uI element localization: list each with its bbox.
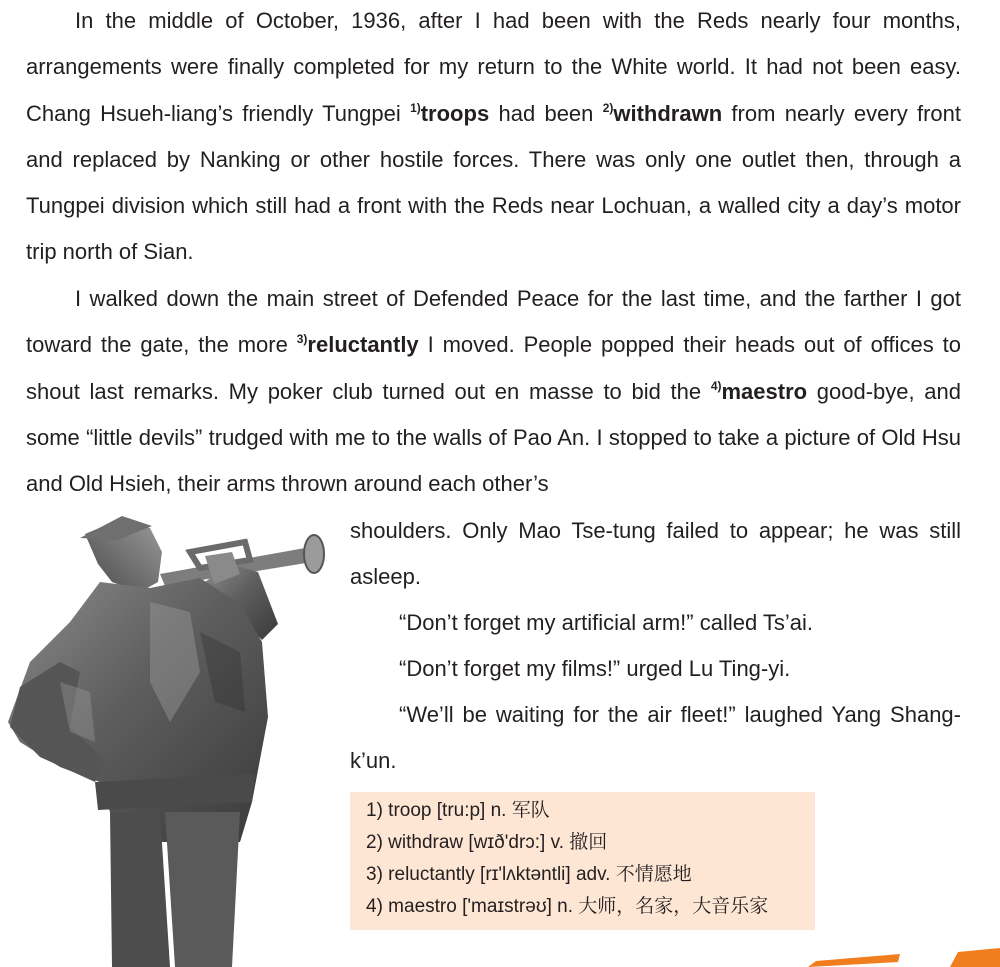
quote-tsai: “Don’t forget my artificial arm!” called Ts’ai. xyxy=(399,610,814,635)
footnote-marker-1: 1) xyxy=(410,100,421,115)
quote-lu-ting-yi: “Don’t forget my films!” urged Lu Ting-yi. xyxy=(399,656,791,681)
keyword-troops: troops xyxy=(420,100,490,126)
keyword-withdrawn: withdrawn xyxy=(613,100,723,126)
paragraph-2: I walked down the main street of Defended Peace for the last time, and the farther I got toward the gate, the more $^{3)}$reluctantly I moved. People popped their heads out of offices to shout last remarks. My poker club turned out en masse to bid the $^{4)}$maestro good-bye, and some “little devils” trudged with me to the walls of Pao An. I stopped to take a picture of Old Hsu and Old Hsieh, their arms thrown around each other’s xyxy=(26,286,962,497)
keyword-reluctantly: reluctantly xyxy=(307,332,419,358)
orange-accent-stripe-1 xyxy=(808,952,900,967)
vocab-reluctantly: 3) reluctantly [rɪ'lʌktəntli] adv. 不情愿地 xyxy=(366,864,692,885)
paragraph-2-continued: shoulders. Only Mao Tse-tung failed to appear; he was still asleep. xyxy=(350,518,961,590)
footnote-marker-2: 2) xyxy=(602,100,614,115)
paragraph-1: In the middle of October, 1936, after I had been with the Reds nearly four months, arrangements were finally completed for my return to the White world. It had not been easy. Chang Hsueh-liang’s friendly Tungpei $^{1)}$troops had been $^{2)}$withdrawn from nearly every front and replaced by Nanking or other hostile forces. There was only one outlet then, through a Tungpei division which still had a front with the Reds near Lochuan, a walled city a day’s motor trip north of Sian. xyxy=(26,8,962,265)
footnote-marker-3: 3) xyxy=(296,332,308,347)
bugler-statue-image xyxy=(0,512,340,967)
vocab-withdraw: 2) withdraw [wɪð'drɔ:] v. 撤回 xyxy=(366,832,608,853)
vocabulary-box xyxy=(350,792,815,930)
keyword-maestro: maestro xyxy=(721,378,808,404)
vocab-maestro: 4) maestro ['maɪstrəʊ] n. 大师，名家，大音乐家 xyxy=(366,896,769,917)
vocab-troop: 1) troop [tru:p] n. 军队 xyxy=(366,800,550,821)
orange-accent-stripe-2 xyxy=(950,948,1000,967)
quote-yang-shang-kun: “We’ll be waiting for the air fleet!” laughed Yang Shang-k’un. xyxy=(350,702,961,774)
footnote-marker-4: 4) xyxy=(710,378,722,393)
